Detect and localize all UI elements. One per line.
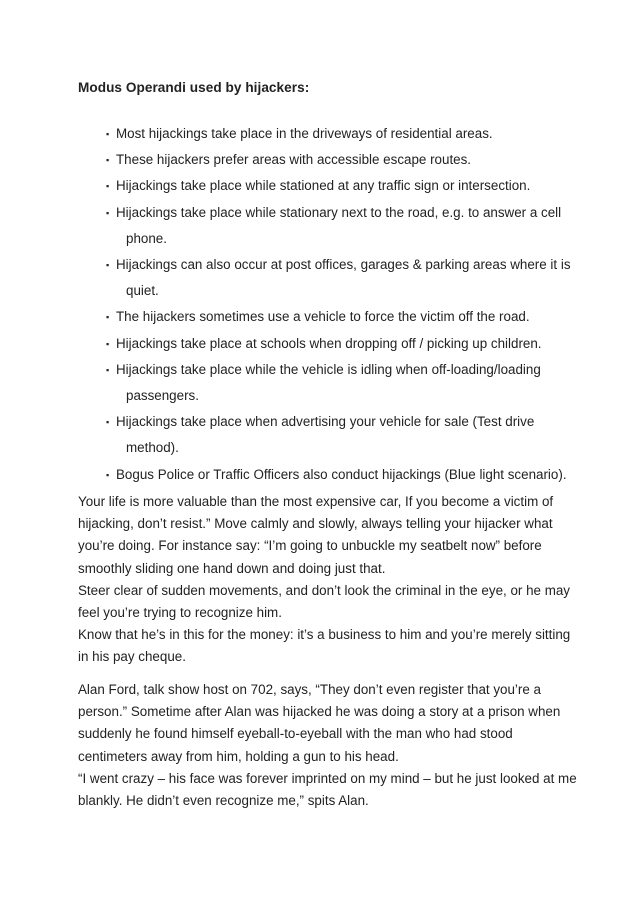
list-item <box>106 147 576 173</box>
paragraph-line: suddenly he found himself eyeball-to-eyeball with the man who had stood <box>78 726 513 742</box>
list-item-text-continued: phone. <box>126 230 167 246</box>
bullet-marker-icon: ▪ <box>106 312 110 323</box>
paragraph-line: smoothly sliding one hand down and doing just that. <box>78 560 386 576</box>
list-item-text-continued: method). <box>126 440 179 456</box>
list-item-text: Hijackings take place while stationed at any traffic sign or intersection. <box>116 178 531 194</box>
bullet-marker-icon: ▪ <box>106 417 110 428</box>
list-item <box>106 252 576 304</box>
list-item-text: Hijackings take place at schools when dropping off / picking up children. <box>116 335 542 351</box>
list-item <box>106 200 576 252</box>
paragraph-line: in his pay cheque. <box>78 649 186 665</box>
list-item-text: Hijackings take place while stationary next to the road, e.g. to answer a cell <box>116 204 562 220</box>
bullet-marker-icon: ▪ <box>106 364 110 375</box>
list-item <box>106 357 576 409</box>
list-item <box>106 121 576 147</box>
list-item-text: Most hijackings take place in the driveways of residential areas. <box>116 126 493 141</box>
list-item-text: Hijackings take place while the vehicle is idling when off-loading/loading <box>116 361 541 377</box>
body-paragraph-anecdote <box>78 679 577 812</box>
paragraph-line: you’re doing. For instance say: “I’m going to unbuckle my seatbelt now” before <box>78 538 542 554</box>
bullet-marker-icon: ▪ <box>106 469 110 480</box>
paragraph-line: centimeters away from him, holding a gun to his head. <box>78 748 399 764</box>
list-item-text: The hijackers sometimes use a vehicle to force the victim off the road. <box>116 309 530 325</box>
paragraph-line: feel you’re trying to recognize him. <box>78 605 282 621</box>
bullet-marker-icon: ▪ <box>106 207 110 218</box>
bullet-marker-icon: ▪ <box>106 260 110 271</box>
list-item <box>106 304 576 330</box>
body-paragraph-advice <box>78 491 571 669</box>
bullet-marker-icon: ▪ <box>106 338 110 349</box>
bullet-marker-icon: ▪ <box>106 129 110 139</box>
paragraph-line: person.” Sometime after Alan was hijacked he was doing a story at a prison when <box>78 704 561 720</box>
paragraph-line: Steer clear of sudden movements, and don’t look the criminal in the eye, or he may <box>78 582 570 598</box>
bullet-marker-icon: ▪ <box>106 155 110 166</box>
section-heading: Modus Operandi used by hijackers: <box>78 80 310 95</box>
list-item-text-continued: quiet. <box>126 283 159 299</box>
list-item-text-continued: passengers. <box>126 388 199 404</box>
paragraph-line: blankly. He didn’t even recognize me,” spits Alan. <box>78 793 369 809</box>
paragraph-line: Alan Ford, talk show host on 702, says, “They don’t even register that you’re a <box>78 682 541 697</box>
list-item-text: These hijackers prefer areas with accessible escape routes. <box>116 152 472 168</box>
list-item <box>106 173 576 199</box>
list-item-text: Hijackings can also occur at post offices, garages & parking areas where it is <box>116 257 571 273</box>
paragraph-line: “I went crazy – his face was forever imprinted on my mind – but he just looked at me <box>78 770 577 786</box>
bullet-list <box>106 121 576 488</box>
list-item <box>106 462 576 488</box>
list-item <box>106 331 576 357</box>
list-item-text: Bogus Police or Traffic Officers also conduct hijackings (Blue light scenario). <box>116 466 567 482</box>
paragraph-line: Your life is more valuable than the most expensive car, If you become a victim of <box>78 494 554 509</box>
list-item <box>106 409 576 461</box>
paragraph-line: Know that he’s in this for the money: it’s a business to him and you’re merely sitting <box>78 627 571 643</box>
bullet-marker-icon: ▪ <box>106 181 110 192</box>
list-item-text: Hijackings take place when advertising your vehicle for sale (Test drive <box>116 414 535 430</box>
paragraph-line: hijacking, don’t resist.” Move calmly and slowly, always telling your hijacker what <box>78 516 553 532</box>
